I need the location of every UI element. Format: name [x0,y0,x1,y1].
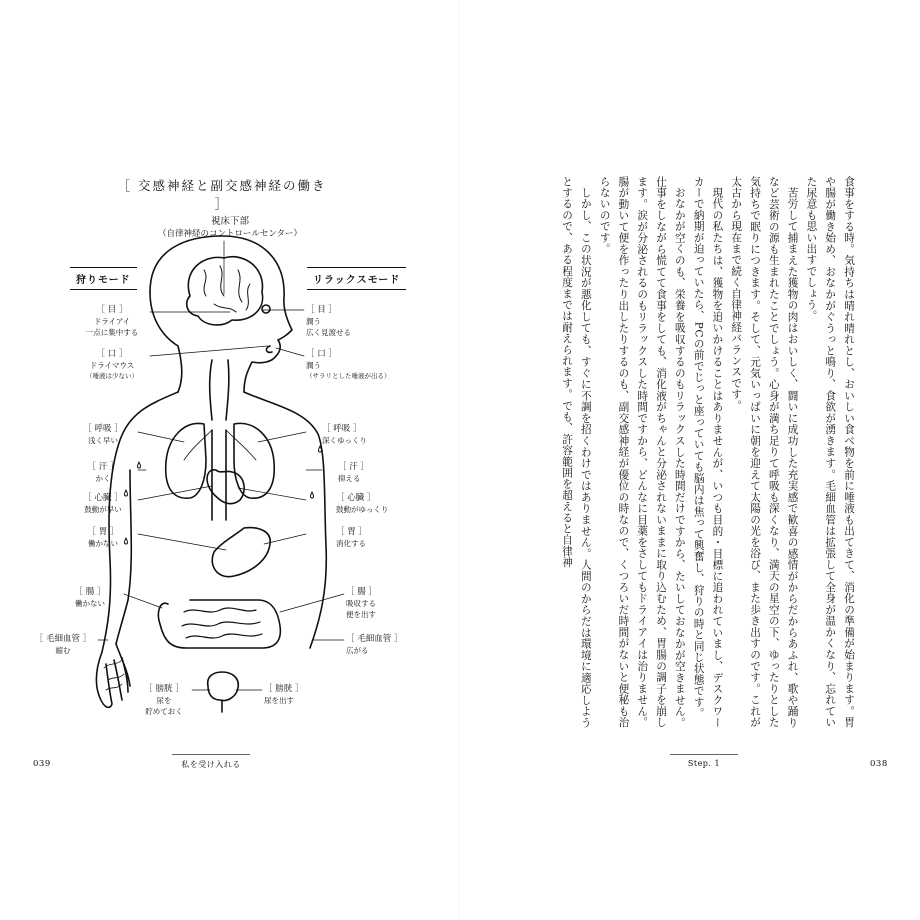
brain [187,257,263,325]
label-capillary-relax: ［ 毛細血管 ］ 広がる [346,634,403,655]
eye [262,305,270,313]
hypothalamus-label [150,216,310,240]
label-sweat-hunt: ［ 汗 ］ かく [87,462,119,483]
stomach [212,528,270,577]
label-bladder-hunt: ［ 膀胱 ］ 尿を 貯めておく [144,684,184,716]
label-eye-relax: ［ 目 ］ 潤う 広く見渡せる [306,305,351,337]
back-of-head [150,292,182,392]
label-mouth-relax: ［ 口 ］ 潤う （サラリとした唾液が出る） [306,349,391,380]
hypothalamus-name: 視床下部 [210,216,249,227]
label-eye-hunt: ［ 目 ］ ドライアイ 一点に集中する [85,305,139,337]
label-breath-relax: ［ 呼吸 ］ 深くゆっくり [322,424,367,445]
bladder [208,672,239,701]
paragraph: 食事をする時。気持ちは晴れ晴れとし、おいしい食べ物を前に唾液も出てきて、消化の準備が始まります。胃や腸が働き始め、おなかがぐうっと鳴り、食欲が湧きます。毛細血管は拡張して全身が温かくなり、忘れていた尿意も思い出すでしょう。 [805,176,855,728]
footer-rule [172,754,250,755]
head-outline [150,236,292,392]
hunt-mode-label: 狩りモード [70,267,137,290]
footer-rule-right [670,754,738,755]
esophagus [210,360,229,520]
label-mouth-hunt: ［ 口 ］ ドライマウス （唾液は少ない） [86,349,138,380]
page-number-right: 038 [870,759,888,769]
small-intestine [182,608,262,638]
paragraph: 現代の私たちは、獲物を追いかけることはありませんが、いつも目的・目標に追われていまし、デスクワーカーで納期が迫っていたら、PCの前でじっと座っていても脳内は焦って興奮し、狩りの時と同じ状態です。 [692,176,724,728]
lung-left [166,423,206,498]
paragraph: おなかが空くのも、栄養を吸収するのもリラックスした時間だけですから、たいしておなかが空きません。仕事をしながら慌てて食事をしても、消化液がちゃんと分泌されないままに取り込むため、胃腸の調子を崩します。涙が分泌されるのもリラックスした時間ですから、どんなに目薬をさしてもドライアイは治りません。腸が動いて便を作ったり出したりするのも、副交感神経が優位の時なので、くつろいだ時間がないと便秘も治らないのです。 [598,176,686,728]
running-footer-left: 私を受け入れる [181,760,241,769]
page-number-left: 039 [33,759,51,769]
label-bladder-relax: ［ 膀胱 ］ 尿を出す [264,684,304,705]
diagram-title: ［ 交感神経と副交感神経の働き ］ [117,178,327,211]
mouth [266,346,272,352]
relax-mode-label: リラックスモード [307,267,406,290]
lung-right [234,423,274,498]
body-text [498,176,858,728]
label-heart-hunt: ［ 心臓 ］ 鼓動が早い [83,493,123,514]
label-sweat-relax: ［ 汗 ］ 抑える [338,462,369,483]
label-heart-relax: ［ 心臓 ］ 鼓動がゆっくり [336,493,389,514]
hand [96,644,130,707]
label-stomach-relax: ［ 胃 ］ 消化する [336,527,367,548]
bronchi [184,430,256,460]
paragraph: 苦労して捕まえた獲物の肉はおいしく、闘いに成功した充実感で歓喜の感情がからだからあふれ、歌や踊りなど芸術の源も生まれたことでしょう。心身が満ち足りて呼吸も深くなり、満天の星空の下、ゆったりとした気持ちで眠りにつきます。そして、元気いっぱいに朝を迎えて太陽の光を浴び、また歩き出すのです。これが太古から現在まで続く自律神経バランスです。 [730,176,799,728]
label-intestine-relax: ［ 腸 ］ 吸収する 便を出す [346,587,377,619]
running-footer-right: Step. 1 [687,759,721,768]
brain-folds [204,266,250,312]
hypothalamus-note: （自律神経のコントロールセンター） [158,229,302,239]
sweat-drop [125,446,322,544]
paragraph: しかし、この状況が悪化しても、すぐに不調を招くわけではありません。人間のからだは環境に適応しようとするので、ある程度までは耐えられます。でも、許容範囲を超えると自律神 [561,176,592,728]
label-stomach-hunt: ［ 胃 ］ 働かない [87,527,119,548]
label-intestine-hunt: ［ 腸 ］ 働かない [74,587,106,608]
label-breath-hunt: ［ 呼吸 ］ 浅く早い [83,424,123,445]
label-capillary-hunt: ［ 毛細血管 ］ 縮む [34,634,92,655]
